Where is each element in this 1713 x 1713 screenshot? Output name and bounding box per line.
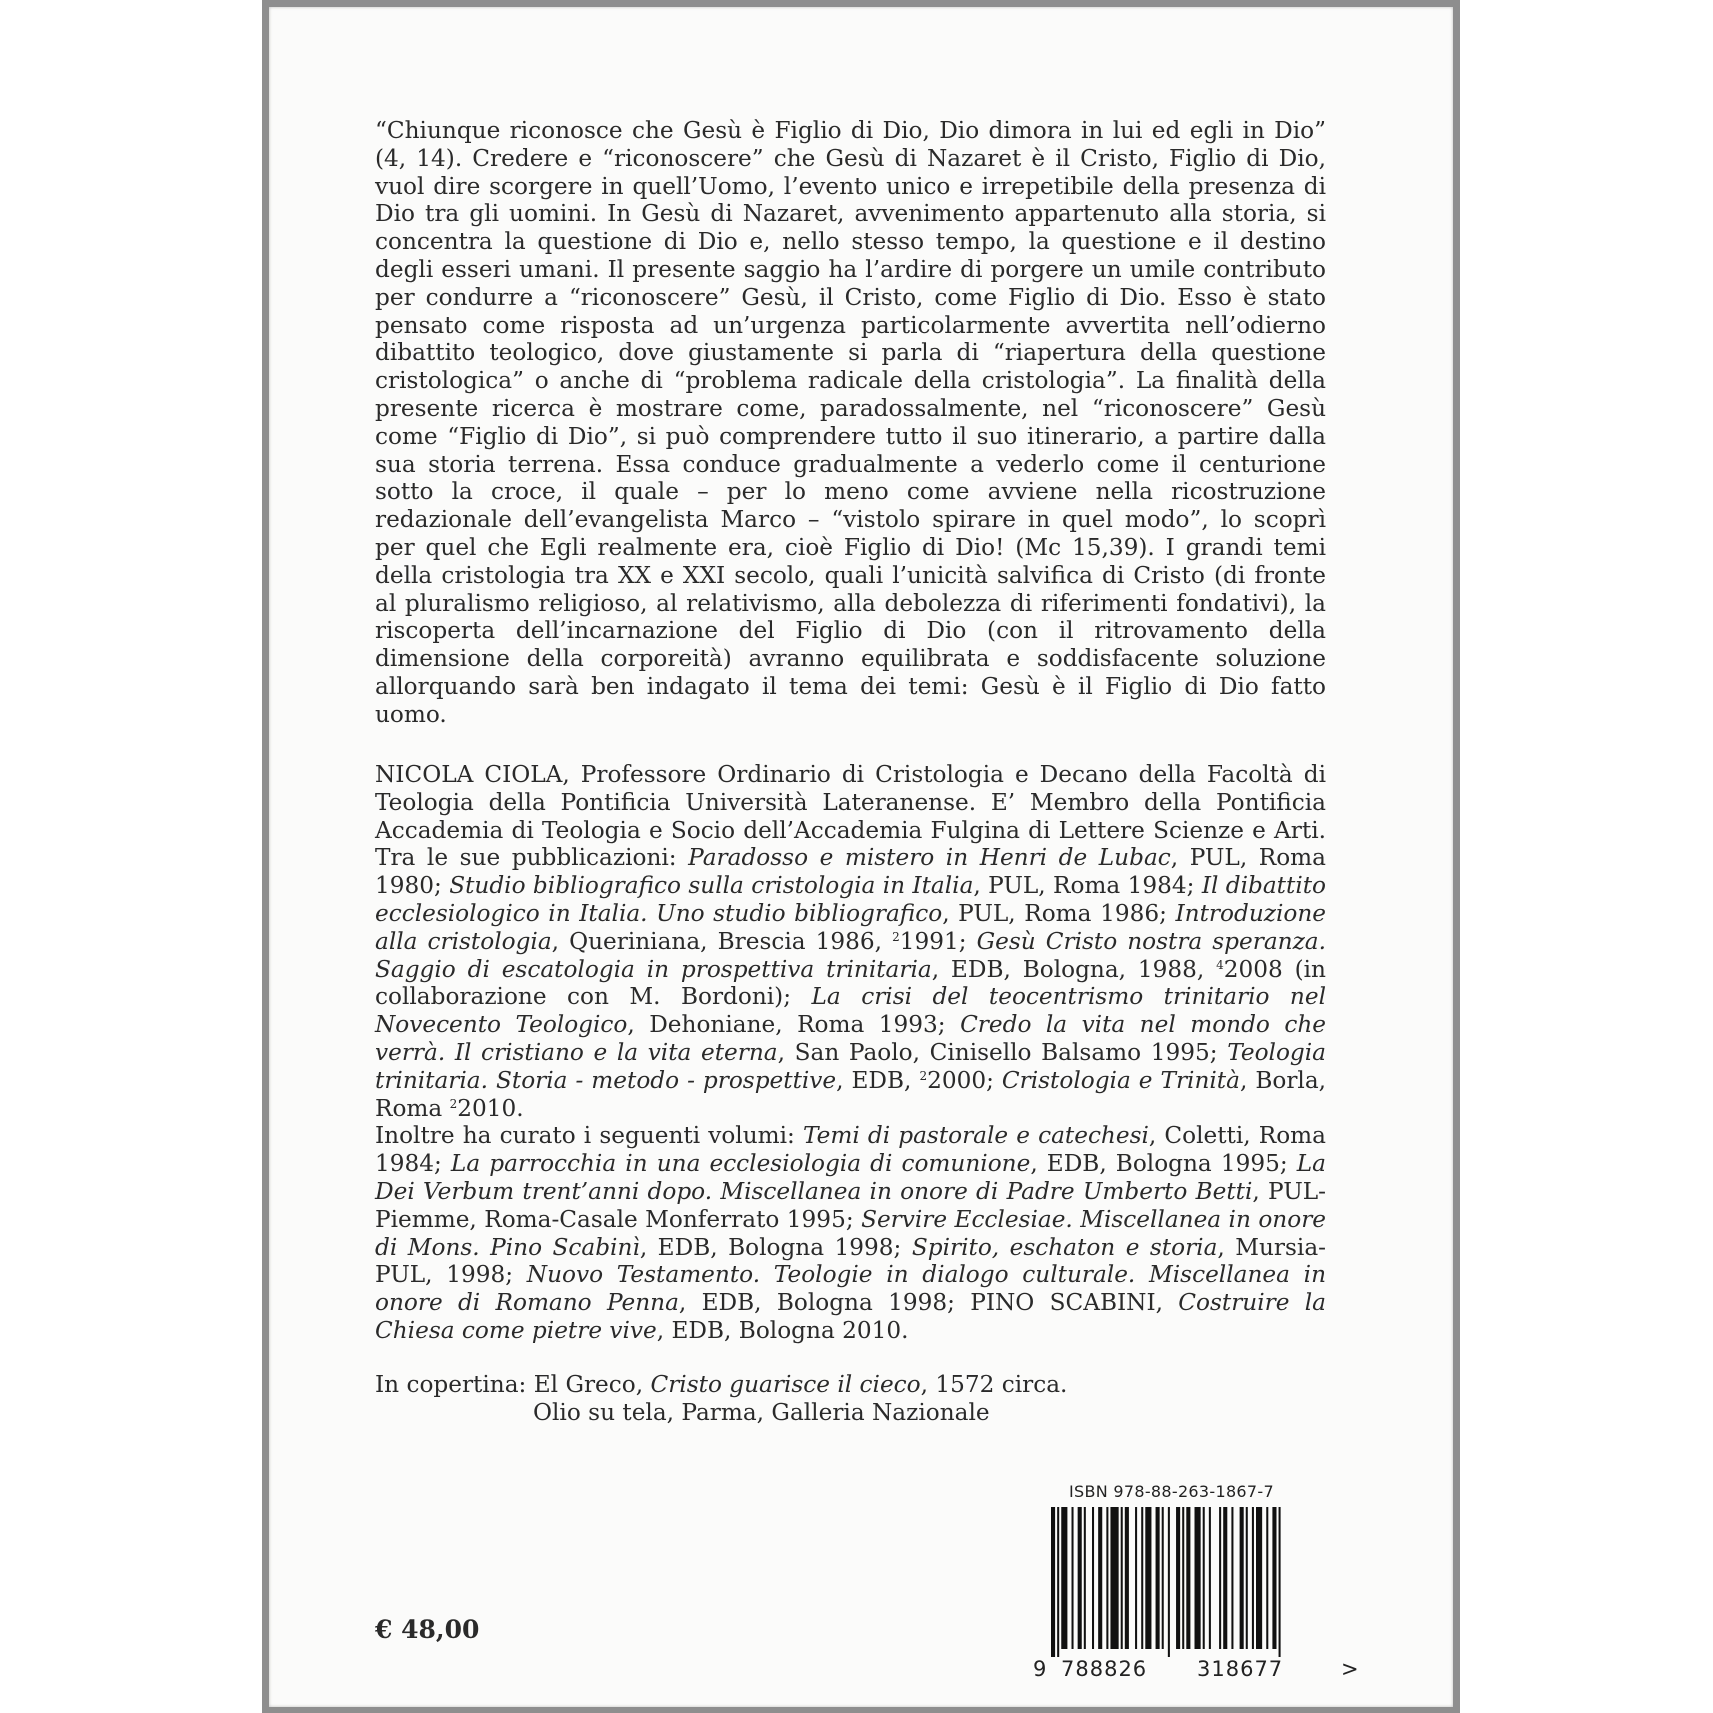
credit-line-2: Olio su tela, Parma, Galleria Nazionale bbox=[533, 1398, 990, 1426]
curated-info: , PUL-Piemme, Roma-Casale Monferrato 1995; bbox=[375, 1177, 1326, 1233]
barcode-bar bbox=[1203, 1507, 1205, 1649]
barcode-bar bbox=[1252, 1507, 1254, 1649]
barcode-bar bbox=[1051, 1507, 1055, 1657]
bio-intro: NICOLA CIOLA, Professore Ordinario di Cristologia e Decano della Facoltà di Teologia della Pontificia Università Lateranense. E’ Membro della Pontificia Accademia di Teologia e Socio dell’Accademia Fulgina di Lettere Scienze e Arti. bbox=[375, 761, 1326, 844]
barcode-bars bbox=[1049, 1507, 1339, 1657]
barcode-bar bbox=[1272, 1507, 1276, 1649]
cover-credit bbox=[375, 1371, 1326, 1427]
barcode-bar bbox=[1256, 1507, 1262, 1649]
artwork-title: Cristo guarisce il cieco bbox=[650, 1371, 921, 1398]
bio-curated-volumes bbox=[375, 1122, 1326, 1344]
credit-lead: In copertina: El Greco, bbox=[375, 1371, 644, 1398]
barcode-bar bbox=[1084, 1507, 1086, 1649]
curated-title: Costruire la Chiesa come pietre vive bbox=[375, 1289, 1326, 1344]
price: € 48,00 bbox=[375, 1615, 480, 1644]
pubs-lead: Tra le sue pubblicazioni: bbox=[375, 844, 677, 872]
barcode-bar bbox=[1121, 1507, 1123, 1649]
pub-info: 2008 (in collaborazione con M. Bordoni); bbox=[375, 955, 1326, 1011]
barcode-bar bbox=[1061, 1507, 1067, 1649]
pub-info: 2010. bbox=[457, 1094, 524, 1122]
curated-info: , Coletti, Roma 1984; bbox=[375, 1122, 1326, 1178]
pub-title: Studio bibliografico sulla cristologia in Italia bbox=[449, 872, 974, 900]
pub-info: , EDB, bbox=[836, 1066, 912, 1094]
barcode-bar bbox=[1106, 1507, 1108, 1649]
barcode-group-2: 318677 bbox=[1197, 1657, 1284, 1681]
barcode-bar bbox=[1246, 1507, 1248, 1649]
pub-title: Gesù Cristo nostra speranza. Saggio di escatologia in prospettiva trinitaria bbox=[375, 927, 1326, 983]
pub-info: , Queriniana, Brescia 1986, bbox=[551, 927, 883, 955]
barcode-bar bbox=[1141, 1507, 1143, 1649]
pub-title: Il dibattito ecclesiologico in Italia. Uno studio bibliografico bbox=[375, 872, 1327, 927]
barcode-bar bbox=[1231, 1507, 1233, 1649]
barcode-bar bbox=[1182, 1507, 1184, 1649]
barcode-bar bbox=[1092, 1507, 1094, 1649]
pub-info: , EDB, Bologna, 1988, bbox=[931, 955, 1205, 983]
barcode-bar bbox=[1223, 1507, 1227, 1649]
curated-title: La Dei Verbum trent’anni dopo. Miscellanea in onore di Padre Umberto Betti bbox=[375, 1150, 1326, 1205]
credit-line-1 bbox=[375, 1371, 1326, 1399]
curated-title: Spirito, eschaton e storia bbox=[911, 1233, 1218, 1261]
barcode-digits bbox=[1033, 1657, 1360, 1683]
barcode-bar bbox=[1279, 1507, 1281, 1657]
curated-info: , Mursia-PUL, 1998; bbox=[375, 1233, 1326, 1289]
barcode-bar bbox=[1078, 1507, 1082, 1649]
pub-title: Credo la vita nel mondo che verrà. Il cristiano e la vita eterna bbox=[375, 1011, 1326, 1066]
barcode-bar bbox=[1156, 1507, 1160, 1649]
curated-title: Temi di pastorale e catechesi bbox=[802, 1122, 1149, 1150]
barcode-first-digit: 9 bbox=[1033, 1657, 1048, 1681]
pub-info: , San Paolo, Cinisello Balsamo 1995; bbox=[777, 1038, 1218, 1066]
curated-info: , EDB, Bologna 1998; bbox=[639, 1233, 902, 1261]
barcode-bar bbox=[1125, 1507, 1129, 1649]
barcode-bar bbox=[1219, 1507, 1221, 1649]
pub-info: 1991; bbox=[899, 927, 967, 955]
barcode-bar bbox=[1057, 1507, 1059, 1657]
edition-superscript: 2 bbox=[919, 1068, 928, 1083]
author-bio bbox=[375, 761, 1326, 1345]
barcode-bar bbox=[1098, 1507, 1102, 1649]
barcode-bar bbox=[1186, 1507, 1190, 1649]
barcode-bar bbox=[1168, 1507, 1170, 1657]
pub-info: , Dehoniane, Roma 1993; bbox=[627, 1011, 946, 1039]
curated-lead: Inoltre ha curato i seguenti volumi: bbox=[375, 1122, 795, 1150]
barcode bbox=[1033, 1507, 1360, 1682]
pub-info: 2000; bbox=[927, 1066, 994, 1094]
blurb-paragraph: “Chiunque riconosce che Gesù è Figlio di Dio, Dio dimora in lui ed egli in Dio” (4, 14). Credere e “riconoscere” che Gesù di Nazaret è il Cristo, Figlio di Dio, vuol dire scorgere in quell’Uomo, l’evento unico e irrepetibile della presenza di Dio tra gli uomini. In Gesù di Nazaret, avvenimento appartenuto alla storia, si concentra la questione di Dio e, nello stesso tempo, la questione e il destino degli esseri umani. Il presente saggio ha l’ardire di porgere un umile contributo per condurre a “riconoscere” Gesù, il Cristo, come Figlio di Dio. Esso è stato pensato come risposta ad un’urgenza particolarmente avvertita nell’odierno dibattito teologico, dove giustamente si parla di “riapertura della questione cristologica” o anche di “problema radicale della cristologia”. La finalità della presente ricerca è mostrare come, paradossalmente, nel “riconoscere” Gesù come “Figlio di Dio”, si può comprendere tutto il suo itinerario, a partire dalla sua storia terrena. Essa conduce gradualmente a vederlo come il centurione sotto la croce, il quale – per lo meno come avviene nella ricostruzione redazionale dell’evangelista Marco – “vistolo spirare in quel modo”, lo scoprì per quel che Egli realmente era, cioè Figlio di Dio! (Mc 15,39). I grandi temi della cristologia tra XX e XXI secolo, quali l’unicità salvifica di Cristo (di fronte al pluralismo religioso, al relativismo, alla debolezza di riferimenti fondativi), la riscoperta dell’incarnazione del Figlio di Dio (con il ritrovamento della dimensione della corporeità) avranno equilibrata e soddisfacente soluzione allorquando sarà ben indagato il tema dei temi: Gesù è il Figlio di Dio fatto uomo. bbox=[375, 117, 1326, 728]
curated-title: Nuovo Testamento. Teologie in dialogo culturale. Miscellanea in onore di Romano Penna bbox=[375, 1261, 1326, 1317]
barcode-bar bbox=[1240, 1507, 1244, 1649]
barcode-bar bbox=[1162, 1507, 1164, 1649]
pub-title: La crisi del teocentrismo trinitario nel Novecento Teologico bbox=[375, 983, 1326, 1039]
artwork-year: , 1572 circa. bbox=[920, 1371, 1068, 1398]
bio-publications bbox=[375, 761, 1326, 1122]
isbn-label: ISBN 978-88-263-1867-7 bbox=[1069, 1482, 1274, 1501]
cover-page bbox=[269, 7, 1453, 1707]
pub-info: , PUL, Roma 1984; bbox=[973, 872, 1195, 900]
barcode-bar bbox=[1176, 1507, 1180, 1649]
barcode-bar bbox=[1195, 1507, 1201, 1649]
edition-superscript: 2 bbox=[892, 929, 900, 944]
curated-info: , EDB, Bologna 2010. bbox=[656, 1316, 909, 1344]
pub-info: , PUL, Roma 1986; bbox=[942, 899, 1167, 927]
barcode-bar bbox=[1145, 1507, 1151, 1649]
pub-info: , Borla, Roma bbox=[375, 1066, 1327, 1122]
curated-title: Servire Ecclesiae. Miscellanea in onore di Mons. Pino Scabinì bbox=[375, 1205, 1326, 1261]
barcode-bar bbox=[1110, 1507, 1118, 1649]
pub-info: , PUL, Roma 1980; bbox=[375, 844, 1326, 900]
barcode-bar bbox=[1209, 1507, 1211, 1649]
pub-title: Cristologia e Trinità bbox=[1001, 1066, 1240, 1094]
barcode-bar bbox=[1135, 1507, 1137, 1649]
curated-info: , EDB, Bologna 1998; PINO SCABINI, bbox=[678, 1289, 1163, 1317]
barcode-arrow: > bbox=[1341, 1657, 1360, 1681]
edition-superscript: 4 bbox=[1216, 957, 1224, 972]
barcode-bar bbox=[1266, 1507, 1268, 1649]
pub-title: Introduzione alla cristologia bbox=[375, 899, 1326, 955]
edition-superscript: 2 bbox=[449, 1096, 458, 1111]
pub-title: Teologia trinitaria. Storia - metodo - prospettive bbox=[375, 1038, 1327, 1094]
pub-title: Paradosso e mistero in Henri de Lubac bbox=[688, 844, 1171, 872]
barcode-group-1: 788826 bbox=[1061, 1657, 1148, 1681]
curated-title: La parrocchia in una ecclesiologia di comunione bbox=[450, 1150, 1031, 1178]
barcode-bar bbox=[1072, 1507, 1074, 1649]
curated-info: , EDB, Bologna 1995; bbox=[1030, 1150, 1288, 1178]
book-back-cover bbox=[262, 0, 1460, 1713]
